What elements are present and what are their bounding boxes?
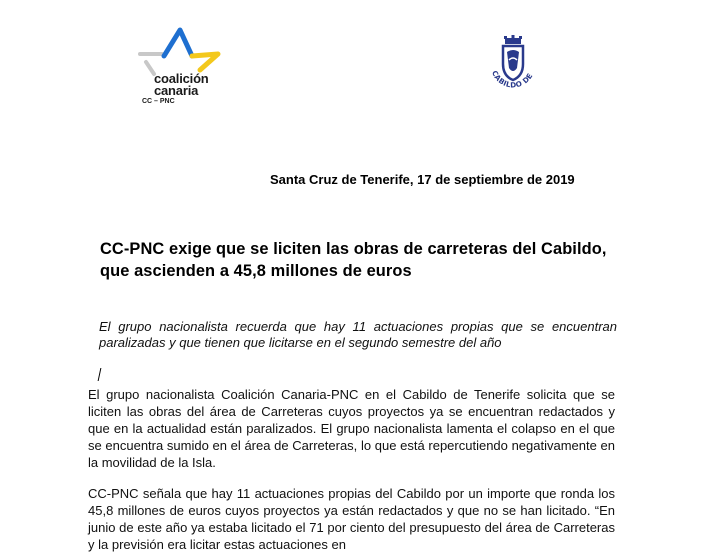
body-paragraph: El grupo nacionalista Coalición Canaria-PNC en el Cabildo de Tenerife solicita que se liciten las obras del área de Carreteras cuyos proyectos ya se encuentran redactados y que en la actualidad están paralizados. El grupo nacionalista lamenta el colapso en el que se encuentra sumido en el área de Carreteras, lo que está repercutiendo negativamente en la movilidad de la Isla. [88,387,615,470]
subheadline: El grupo nacionalista recuerda que hay 11 actuaciones propias que se encuentran paralizadas y que tienen que licitarse en el segundo semestre del año [99,319,617,350]
cabildo-tenerife-logo [478,34,548,104]
logo-line1: coalición [154,71,209,86]
svg-text:CABILDO DE TENERIFE: CABILDO DE [490,69,535,90]
coalicion-canaria-logo [134,26,234,112]
headline: CC-PNC exige que se liciten las obras de carreteras del Cabildo, que ascienden a 45,8 millones de euros [100,240,607,280]
logo-line2: canaria [154,83,199,98]
star-logo-icon [134,26,234,76]
body-paragraph: CC-PNC señala que hay 11 actuaciones propias del Cabildo por un importe que ronda los 45,8 millones de euros cuyos proyectos ya están redactados y que no se han licitado. “En junio de este año ya estaba licitado el 71 por ciento del presupuesto del área de Carreteras y la previsión era licitar estas actuaciones en [88,486,615,552]
date-line: Santa Cruz de Tenerife, 17 de septiembre de 2019 [270,172,575,187]
logo-sub: CC – PNC [142,98,175,105]
cabildo-emblem-icon [478,34,548,104]
text-cursor[interactable] [98,368,102,381]
